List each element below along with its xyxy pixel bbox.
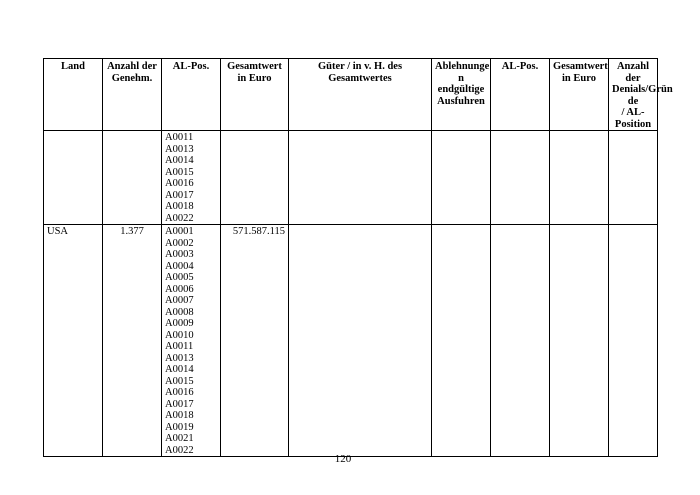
table-row [44, 131, 658, 225]
land-cell [44, 131, 103, 225]
al-pos-code: A0010 [165, 329, 194, 341]
al-pos-code: A0022 [165, 444, 194, 456]
al-pos-code: A0018 [165, 410, 194, 421]
header-cell [221, 59, 289, 131]
header-cell [289, 59, 432, 131]
header-cell [432, 59, 491, 131]
al-pos-code: A0003 [165, 249, 194, 260]
ablehnungen-cell [432, 131, 491, 225]
al-pos-code: A0014 [165, 364, 194, 375]
al-pos-code: A0001 [165, 226, 194, 237]
gueter-cell [289, 225, 432, 457]
al-pos-code: A0013 [165, 143, 194, 155]
al-pos-code: A0015 [165, 166, 194, 178]
ablehnungen-cell [432, 225, 491, 457]
header-cell [162, 59, 221, 131]
al-pos-code: A0015 [165, 375, 194, 387]
header-cell [550, 59, 609, 131]
denial-gesamtwert-cell [550, 225, 609, 457]
denial-al-pos-cell [491, 131, 550, 225]
al-pos-code: A0022 [165, 212, 194, 224]
al-pos-code: A0017 [165, 189, 194, 201]
al-pos-code: A0002 [165, 237, 194, 249]
header-cell [103, 59, 162, 131]
header-line: Ausfuhren [437, 95, 485, 107]
export-table [43, 58, 673, 457]
denial-al-pos-cell [491, 225, 550, 457]
al-pos-code: A0008 [165, 306, 194, 318]
header-line: Land [61, 61, 85, 72]
table-header-row [44, 59, 658, 131]
al-pos-code: A0009 [165, 318, 194, 329]
al-pos-code: A0016 [165, 178, 194, 189]
al-pos-code: A0013 [165, 352, 194, 364]
gueter-cell [289, 131, 432, 225]
al-pos-code: A0016 [165, 387, 194, 398]
header-line: Anzahl der [107, 61, 157, 72]
header-cell [44, 59, 103, 131]
header-line: Güter / in v. H. des [317, 61, 403, 72]
gesamtwert-cell: 571.587.115 [221, 225, 289, 457]
header-line: Gesamtwertes [328, 72, 392, 84]
al-pos-code: A0017 [165, 398, 194, 410]
al-pos-code: A0011 [165, 341, 194, 352]
header-line: n endgültige [437, 72, 485, 95]
header-line: Ablehnunge [435, 61, 490, 72]
al-pos-code: A0018 [165, 201, 194, 212]
header-line: Gesamtwert [227, 61, 282, 72]
header-line: AL-Pos. [501, 61, 539, 72]
al-pos-code: A0007 [165, 295, 194, 306]
al-pos-code: A0019 [165, 421, 194, 433]
header-line: de [627, 95, 639, 107]
al-pos-code: A0005 [165, 272, 194, 283]
anzahl-cell: 1.377 [103, 225, 162, 457]
al-pos-code: A0011 [165, 132, 194, 143]
header-cell [491, 59, 550, 131]
al-pos-code: A0004 [165, 260, 194, 272]
header-cell [609, 59, 673, 131]
header-line: / AL-Position [614, 107, 652, 130]
al-pos-code: A0014 [165, 155, 194, 166]
header-line: Gesamtwert [553, 61, 608, 72]
header-line: in Euro [562, 72, 596, 84]
al-pos-code: A0006 [165, 283, 194, 295]
denial-count-cell [609, 131, 658, 225]
header-line: Denials/Grün [612, 84, 673, 95]
page-number: 120 [334, 453, 352, 465]
denial-gesamtwert-cell [550, 131, 609, 225]
al-pos-cell [162, 131, 221, 225]
header-line: in Euro [237, 72, 272, 84]
gesamtwert-cell [221, 131, 289, 225]
al-pos-code: A0021 [165, 433, 194, 444]
land-cell: USA [44, 225, 103, 457]
header-line: Anzahl der [616, 61, 650, 84]
anzahl-cell [103, 131, 162, 225]
denial-count-cell [609, 225, 658, 457]
al-pos-cell [162, 225, 221, 457]
header-line: Genehm. [111, 72, 153, 84]
header-line: AL-Pos. [172, 61, 210, 72]
table-row [44, 225, 658, 457]
